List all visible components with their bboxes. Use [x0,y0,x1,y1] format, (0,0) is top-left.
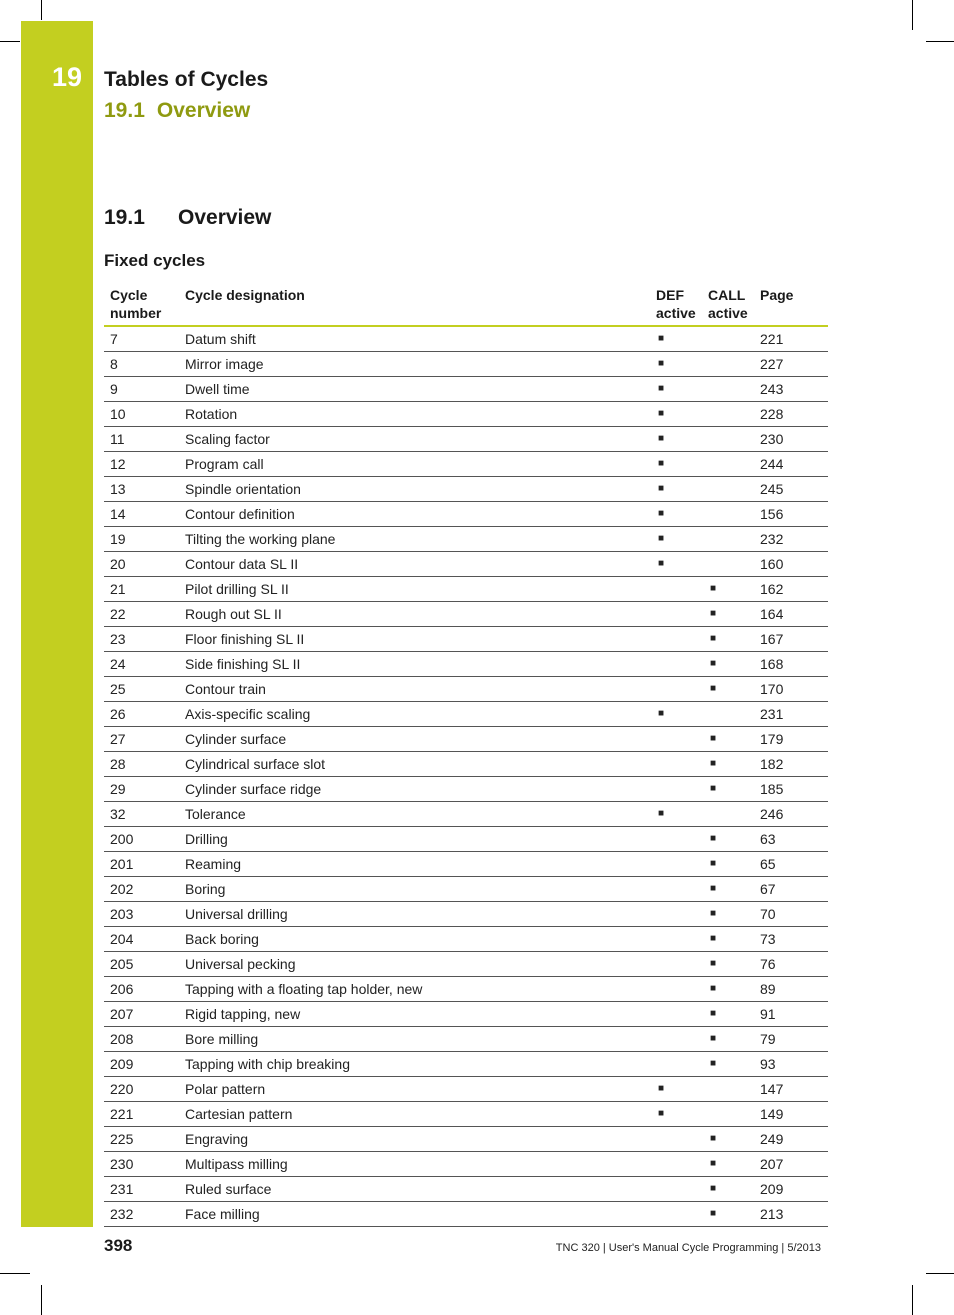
cell-page: 249 [754,1127,828,1152]
running-section-number: 19.1 [104,99,145,122]
cell-def-active-mark [650,1152,702,1177]
cell-call-active-mark: ■ [702,1152,754,1177]
cell-call-active-mark [702,1102,754,1127]
cell-call-active-mark [702,527,754,552]
cell-def-active-mark [650,902,702,927]
cell-call-active-mark: ■ [702,927,754,952]
cell-cycle-number: 221 [104,1102,179,1127]
cell-cycle-number: 29 [104,777,179,802]
cell-def-active-mark: ■ [650,326,702,352]
cell-cycle-designation: Engraving [179,1127,650,1152]
cell-page: 246 [754,802,828,827]
subsection-title: Fixed cycles [104,251,206,270]
cell-cycle-number: 32 [104,802,179,827]
cell-cycle-number: 11 [104,427,179,452]
table-row [104,602,828,627]
cell-cycle-designation: Mirror image [179,352,650,377]
cell-def-active-mark [650,852,702,877]
cell-def-active-mark [650,1052,702,1077]
cell-def-active-mark [650,1177,702,1202]
cell-def-active-mark: ■ [650,377,702,402]
cell-call-active-mark [702,402,754,427]
chapter-number: 19 [52,62,83,92]
cell-page: 160 [754,552,828,577]
table-row [104,877,828,902]
cell-cycle-designation: Program call [179,452,650,477]
cell-call-active-mark [702,1077,754,1102]
cell-cycle-number: 231 [104,1177,179,1202]
cell-page: 230 [754,427,828,452]
cell-cycle-number: 203 [104,902,179,927]
cell-cycle-designation: Back boring [179,927,650,952]
cell-cycle-designation: Ruled surface [179,1177,650,1202]
cell-cycle-number: 209 [104,1052,179,1077]
cell-cycle-designation: Contour definition [179,502,650,527]
cell-cycle-number: 23 [104,627,179,652]
crop-mark [912,0,913,30]
table-row [104,527,828,552]
table-row [104,627,828,652]
cell-cycle-designation: Tolerance [179,802,650,827]
header-cycle-designation: Cycle designation [179,282,650,326]
table-row [104,1052,828,1077]
section-title: Overview [178,206,272,229]
cell-page: 70 [754,902,828,927]
cell-def-active-mark [650,927,702,952]
cell-def-active-mark [650,877,702,902]
chapter-title: Tables of Cycles [104,68,269,91]
cell-call-active-mark [702,326,754,352]
cell-cycle-number: 12 [104,452,179,477]
cell-def-active-mark: ■ [650,352,702,377]
cell-page: 228 [754,402,828,427]
crop-mark [926,41,954,42]
cell-def-active-mark [650,652,702,677]
cell-def-active-mark: ■ [650,502,702,527]
cell-def-active-mark: ■ [650,427,702,452]
cell-call-active-mark [702,802,754,827]
cell-def-active-mark [650,977,702,1002]
table-row [104,852,828,877]
cell-cycle-designation: Pilot drilling SL II [179,577,650,602]
cell-call-active-mark: ■ [702,677,754,702]
cell-cycle-number: 200 [104,827,179,852]
cell-page: 182 [754,752,828,777]
table-row [104,777,828,802]
section-number: 19.1 [104,206,145,229]
table-row [104,452,828,477]
cell-cycle-designation: Reaming [179,852,650,877]
cell-cycle-designation: Rotation [179,402,650,427]
table-header-row [104,282,828,326]
footer-text: TNC 320 | User's Manual Cycle Programming | 5/2013 [555,1242,821,1254]
cell-call-active-mark [702,452,754,477]
cell-cycle-number: 204 [104,927,179,952]
cell-call-active-mark: ■ [702,777,754,802]
table-row [104,1002,828,1027]
cell-cycle-designation: Polar pattern [179,1077,650,1102]
cell-cycle-number: 19 [104,527,179,552]
table-row [104,1102,828,1127]
table-row [104,977,828,1002]
cell-cycle-number: 202 [104,877,179,902]
cell-cycle-number: 232 [104,1202,179,1227]
cell-page: 245 [754,477,828,502]
cell-call-active-mark: ■ [702,652,754,677]
cell-def-active-mark [650,777,702,802]
cell-page: 91 [754,1002,828,1027]
cell-cycle-designation: Multipass milling [179,1152,650,1177]
cell-cycle-number: 27 [104,727,179,752]
cell-cycle-number: 21 [104,577,179,602]
cell-call-active-mark: ■ [702,1202,754,1227]
cell-call-active-mark [702,502,754,527]
cell-call-active-mark: ■ [702,602,754,627]
cell-cycle-number: 24 [104,652,179,677]
chapter-side-bar [21,21,93,1227]
cell-cycle-designation: Spindle orientation [179,477,650,502]
table-row [104,1077,828,1102]
cell-cycle-number: 220 [104,1077,179,1102]
crop-mark [926,1273,954,1274]
cell-cycle-number: 22 [104,602,179,627]
header-page: Page [754,282,828,326]
cycles-table [104,282,828,1227]
cell-def-active-mark [650,752,702,777]
table-row [104,1027,828,1052]
cell-call-active-mark: ■ [702,1027,754,1052]
table-row [104,477,828,502]
cell-call-active-mark: ■ [702,1177,754,1202]
cell-page: 167 [754,627,828,652]
cell-def-active-mark [650,577,702,602]
cell-cycle-designation: Tapping with a floating tap holder, new [179,977,650,1002]
table-row [104,727,828,752]
cell-page: 207 [754,1152,828,1177]
cell-cycle-number: 25 [104,677,179,702]
cell-call-active-mark: ■ [702,852,754,877]
cell-call-active-mark [702,427,754,452]
cell-page: 65 [754,852,828,877]
cell-call-active-mark [702,352,754,377]
table-row [104,1177,828,1202]
running-section-header [104,99,250,123]
table-row [104,577,828,602]
cell-cycle-designation: Tapping with chip breaking [179,1052,650,1077]
cell-call-active-mark: ■ [702,1002,754,1027]
cell-cycle-number: 206 [104,977,179,1002]
table-row [104,677,828,702]
table-row [104,1202,828,1227]
cell-def-active-mark [650,827,702,852]
header-call-active: CALL active [702,282,754,326]
table-row [104,352,828,377]
cell-def-active-mark [650,677,702,702]
cell-page: 76 [754,952,828,977]
table-row [104,927,828,952]
cell-cycle-number: 225 [104,1127,179,1152]
cell-cycle-number: 205 [104,952,179,977]
table-row [104,802,828,827]
cell-page: 147 [754,1077,828,1102]
cell-def-active-mark [650,627,702,652]
cell-page: 213 [754,1202,828,1227]
cell-call-active-mark: ■ [702,877,754,902]
cell-call-active-mark: ■ [702,727,754,752]
section-heading [104,206,271,230]
page-number: 398 [104,1236,133,1255]
cell-cycle-number: 10 [104,402,179,427]
cell-cycle-number: 201 [104,852,179,877]
cell-call-active-mark: ■ [702,977,754,1002]
cell-def-active-mark: ■ [650,552,702,577]
cell-def-active-mark [650,727,702,752]
crop-mark [0,41,20,42]
cell-cycle-number: 14 [104,502,179,527]
cell-call-active-mark: ■ [702,577,754,602]
header-cycle-number: Cycle number [104,282,179,326]
table-row [104,952,828,977]
cell-cycle-designation: Boring [179,877,650,902]
cell-page: 168 [754,652,828,677]
running-section-label: Overview [156,99,251,122]
crop-mark [0,1273,30,1274]
cell-cycle-number: 207 [104,1002,179,1027]
cell-cycle-designation: Scaling factor [179,427,650,452]
cell-cycle-designation: Rigid tapping, new [179,1002,650,1027]
cell-def-active-mark: ■ [650,802,702,827]
cell-page: 179 [754,727,828,752]
table-row [104,552,828,577]
header-def-active: DEF active [650,282,702,326]
cell-def-active-mark [650,602,702,627]
cell-cycle-number: 26 [104,702,179,727]
cell-call-active-mark: ■ [702,1127,754,1152]
cell-def-active-mark [650,952,702,977]
cell-def-active-mark: ■ [650,527,702,552]
cell-page: 93 [754,1052,828,1077]
cell-def-active-mark: ■ [650,452,702,477]
cell-page: 79 [754,1027,828,1052]
cell-cycle-designation: Cylindrical surface slot [179,752,650,777]
cell-page: 232 [754,527,828,552]
cell-page: 162 [754,577,828,602]
cell-cycle-designation: Axis-specific scaling [179,702,650,727]
table-row [104,502,828,527]
cell-cycle-designation: Side finishing SL II [179,652,650,677]
cell-cycle-designation: Datum shift [179,326,650,352]
cell-cycle-designation: Dwell time [179,377,650,402]
cell-cycle-designation: Universal pecking [179,952,650,977]
crop-mark [912,1285,913,1315]
cell-call-active-mark: ■ [702,1052,754,1077]
cell-cycle-designation: Universal drilling [179,902,650,927]
cell-def-active-mark [650,1127,702,1152]
table-row [104,1127,828,1152]
cell-call-active-mark: ■ [702,902,754,927]
cell-cycle-number: 9 [104,377,179,402]
cell-call-active-mark: ■ [702,752,754,777]
cell-cycle-designation: Face milling [179,1202,650,1227]
cell-page: 185 [754,777,828,802]
cell-call-active-mark [702,477,754,502]
table-row [104,326,828,352]
table-row [104,427,828,452]
cell-def-active-mark [650,1202,702,1227]
crop-mark [41,0,42,20]
cell-call-active-mark: ■ [702,952,754,977]
cell-def-active-mark: ■ [650,402,702,427]
cell-def-active-mark [650,1027,702,1052]
cell-page: 244 [754,452,828,477]
cell-page: 67 [754,877,828,902]
cell-cycle-number: 20 [104,552,179,577]
cell-def-active-mark: ■ [650,477,702,502]
crop-mark [41,1285,42,1315]
cell-def-active-mark: ■ [650,702,702,727]
table-row [104,702,828,727]
cell-page: 149 [754,1102,828,1127]
cell-cycle-designation: Cylinder surface ridge [179,777,650,802]
cell-cycle-designation: Drilling [179,827,650,852]
cell-page: 243 [754,377,828,402]
cell-call-active-mark [702,377,754,402]
cell-def-active-mark: ■ [650,1102,702,1127]
cell-page: 209 [754,1177,828,1202]
cell-page: 227 [754,352,828,377]
table-row [104,402,828,427]
cell-cycle-number: 8 [104,352,179,377]
cell-page: 156 [754,502,828,527]
table-row [104,377,828,402]
cell-call-active-mark: ■ [702,827,754,852]
cell-page: 73 [754,927,828,952]
cell-cycle-number: 13 [104,477,179,502]
cell-cycle-designation: Rough out SL II [179,602,650,627]
cell-page: 231 [754,702,828,727]
table-row [104,752,828,777]
cell-cycle-designation: Cartesian pattern [179,1102,650,1127]
table-row [104,902,828,927]
cell-call-active-mark [702,702,754,727]
cell-cycle-number: 28 [104,752,179,777]
cell-page: 164 [754,602,828,627]
cell-cycle-designation: Cylinder surface [179,727,650,752]
table-row [104,652,828,677]
cell-cycle-number: 230 [104,1152,179,1177]
cell-cycle-number: 208 [104,1027,179,1052]
cell-call-active-mark [702,552,754,577]
cell-def-active-mark: ■ [650,1077,702,1102]
table-row [104,827,828,852]
cell-page: 89 [754,977,828,1002]
cell-cycle-designation: Floor finishing SL II [179,627,650,652]
cell-page: 170 [754,677,828,702]
table-row [104,1152,828,1177]
cell-call-active-mark: ■ [702,627,754,652]
cell-page: 63 [754,827,828,852]
cell-page: 221 [754,326,828,352]
cell-cycle-designation: Contour data SL II [179,552,650,577]
cell-cycle-number: 7 [104,326,179,352]
cell-def-active-mark [650,1002,702,1027]
cell-cycle-designation: Bore milling [179,1027,650,1052]
cell-cycle-designation: Contour train [179,677,650,702]
cell-cycle-designation: Tilting the working plane [179,527,650,552]
